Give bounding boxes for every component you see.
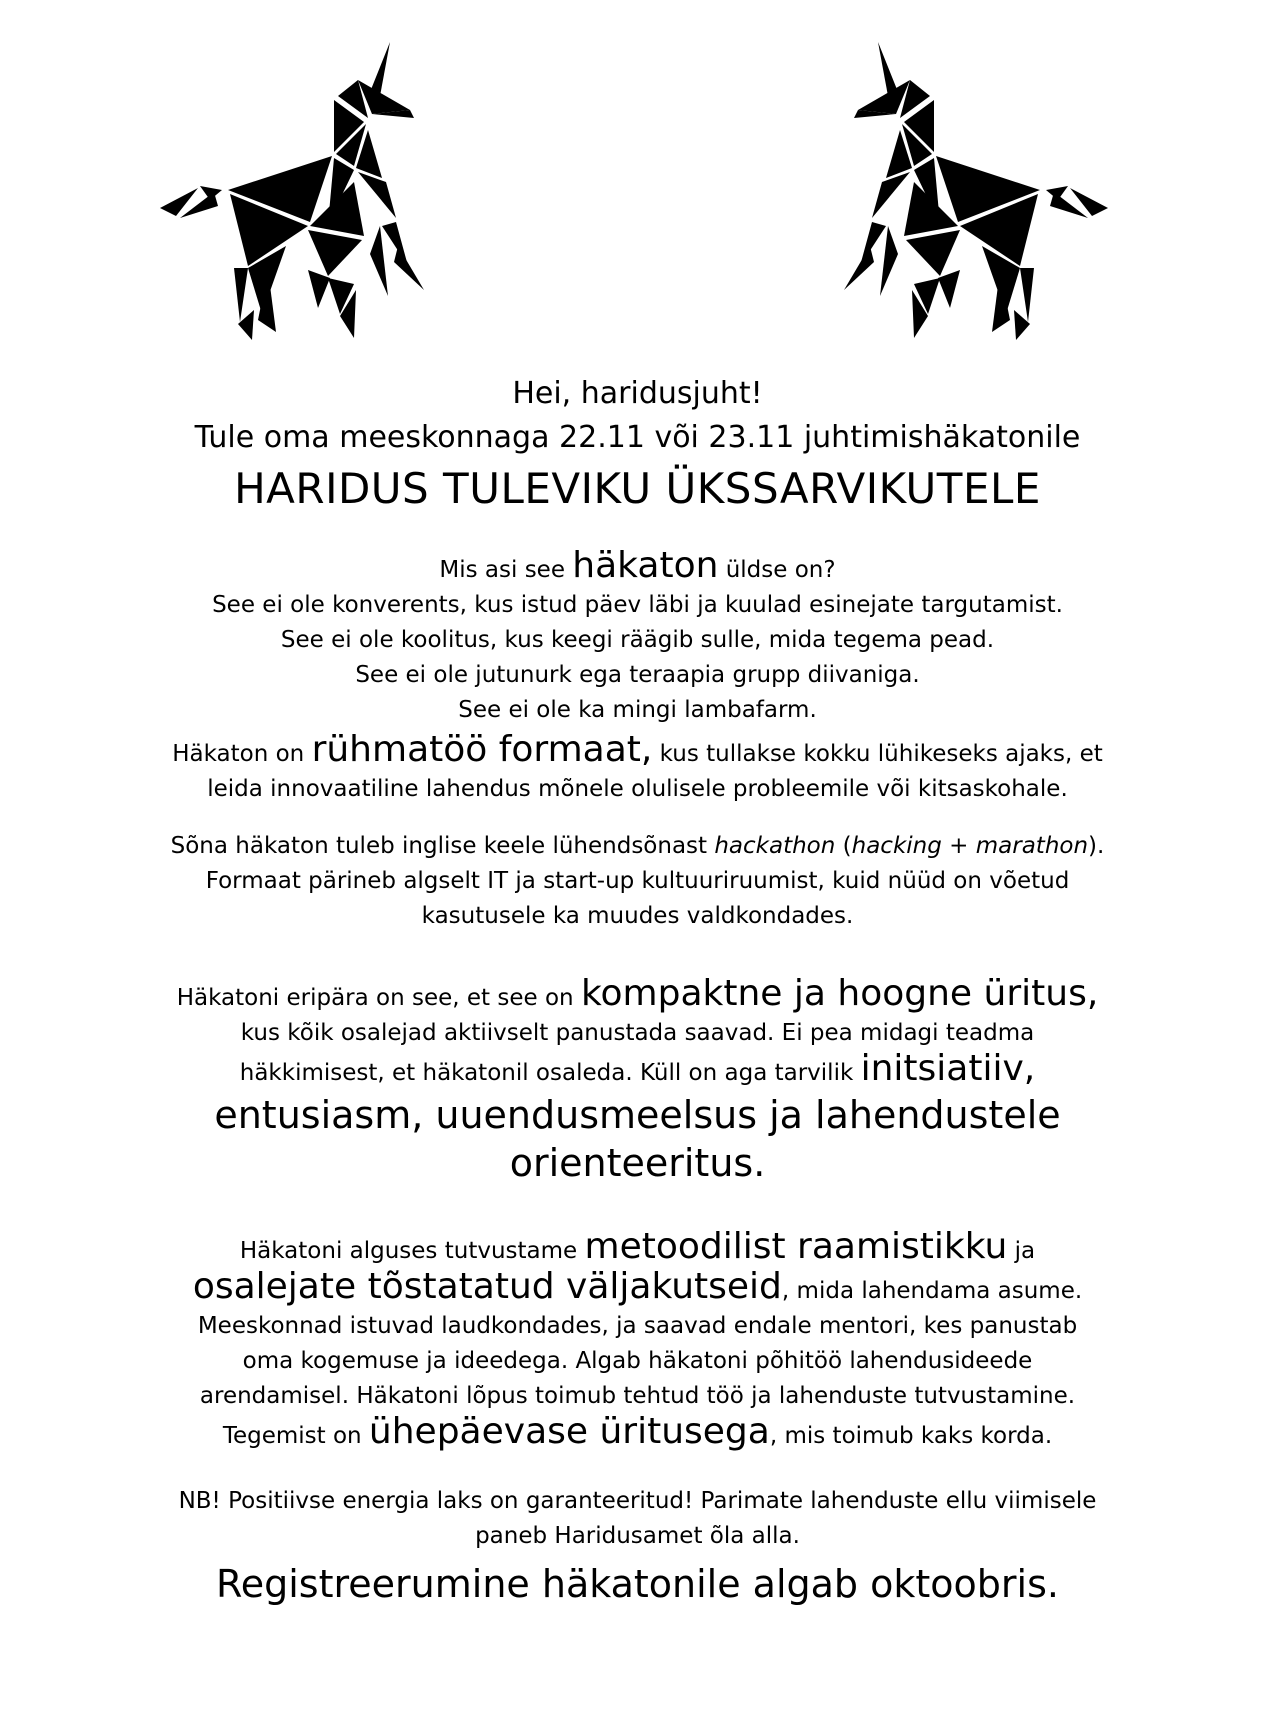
intro-section <box>0 545 1275 807</box>
invitation: Tule oma meeskonnaga 22.11 või 23.11 juhtimishäkatonile <box>194 420 1081 455</box>
origin-line-1: Sõna häkaton tuleb inglise keele lühendsõnast hackathon (hacking + marathon). <box>170 833 1105 859</box>
process-line-2: osalejate tõstatatud väljakutseid, mida lahendama asume. <box>192 1266 1083 1307</box>
emphasis-format: rühmatöö formaat, <box>311 729 653 770</box>
closing-line-2: paneb Haridusamet õla alla. <box>475 1523 800 1549</box>
origin-section <box>0 829 1275 934</box>
emphasis-orientation: orienteeritus. <box>509 1141 766 1185</box>
emphasis-compact: kompaktne ja hoogne üritus, <box>580 973 1099 1014</box>
feature-section <box>0 973 1275 1187</box>
intro-question: Mis asi see häkaton üldse on? <box>439 545 836 586</box>
flyer-content <box>0 372 1275 1610</box>
closing-section <box>0 1484 1275 1554</box>
emphasis-challenges: osalejate tõstatatud väljakutseid <box>192 1266 782 1307</box>
page-title: HARIDUS TULEVIKU ÜKSSARVIKUTELE <box>234 464 1041 513</box>
unicorn-icon-left <box>158 40 458 360</box>
greeting: Hei, haridusjuht! <box>512 376 763 411</box>
definition-line-2: leida innovaatiline lahendus mõnele olulisele probleemile või kitsaskohale. <box>207 776 1068 802</box>
emphasis-initiative: initsiatiiv, <box>860 1048 1036 1089</box>
process-line-1: Häkatoni alguses tutvustame metoodilist raamistikku ja <box>239 1226 1036 1267</box>
intro-line-4: See ei ole ka mingi lambafarm. <box>458 697 817 723</box>
intro-line-2: See ei ole koolitus, kus keegi räägib sulle, mida tegema pead. <box>280 627 995 653</box>
process-line-6: Tegemist on ühepäevase üritusega, mis toimub kaks korda. <box>222 1411 1053 1452</box>
origin-line-2: Formaat pärineb algselt IT ja start-up kultuuriruumist, kuid nüüd on võetud <box>205 868 1070 894</box>
origin-line-3: kasutusele ka muudes valdkondades. <box>421 903 854 929</box>
process-section <box>0 1226 1275 1454</box>
intro-line-1: See ei ole konverents, kus istud päev läbi ja kuulad esinejate targutamist. <box>212 592 1063 618</box>
process-line-4: oma kogemuse ja ideedega. Algab häkatoni põhitöö lahendusideede <box>242 1348 1033 1374</box>
registration-notice: Registreerumine häkatonile algab oktoobris. <box>216 1562 1059 1606</box>
closing-line-1: NB! Positiivse energia laks on garanteeritud! Parimate lahenduste ellu viimisele <box>178 1488 1097 1514</box>
feature-line-2: kus kõik osalejad aktiivselt panustada saavad. Ei pea midagi teadma <box>240 1020 1035 1046</box>
feature-line-3: häkkimisest, et häkatonil osaleda. Küll on aga tarvilik initsiatiiv, <box>239 1048 1036 1089</box>
process-line-3: Meeskonnad istuvad laudkondades, ja saavad endale mentori, kes panustab <box>197 1313 1078 1339</box>
feature-line-1: Häkatoni eripära on see, et see on kompaktne ja hoogne üritus, <box>176 973 1099 1014</box>
unicorn-icon-right <box>810 40 1110 360</box>
process-line-5: arendamisel. Häkatoni lõpus toimub tehtud töö ja lahenduste tutvustamine. <box>199 1383 1076 1409</box>
emphasis-framework: metoodilist raamistikku <box>584 1226 1008 1267</box>
intro-line-3: See ei ole jutunurk ega teraapia grupp diivaniga. <box>355 662 920 688</box>
emphasis-one-day: ühepäevase üritusega <box>368 1411 770 1452</box>
emphasis-hakaton: häkaton <box>572 545 719 586</box>
definition-line-1: Häkaton on rühmatöö formaat, kus tullakse kokku lühikeseks ajaks, et <box>172 729 1103 770</box>
emphasis-enthusiasm: entusiasm, uuendusmeelsus ja lahendustele <box>214 1093 1061 1137</box>
